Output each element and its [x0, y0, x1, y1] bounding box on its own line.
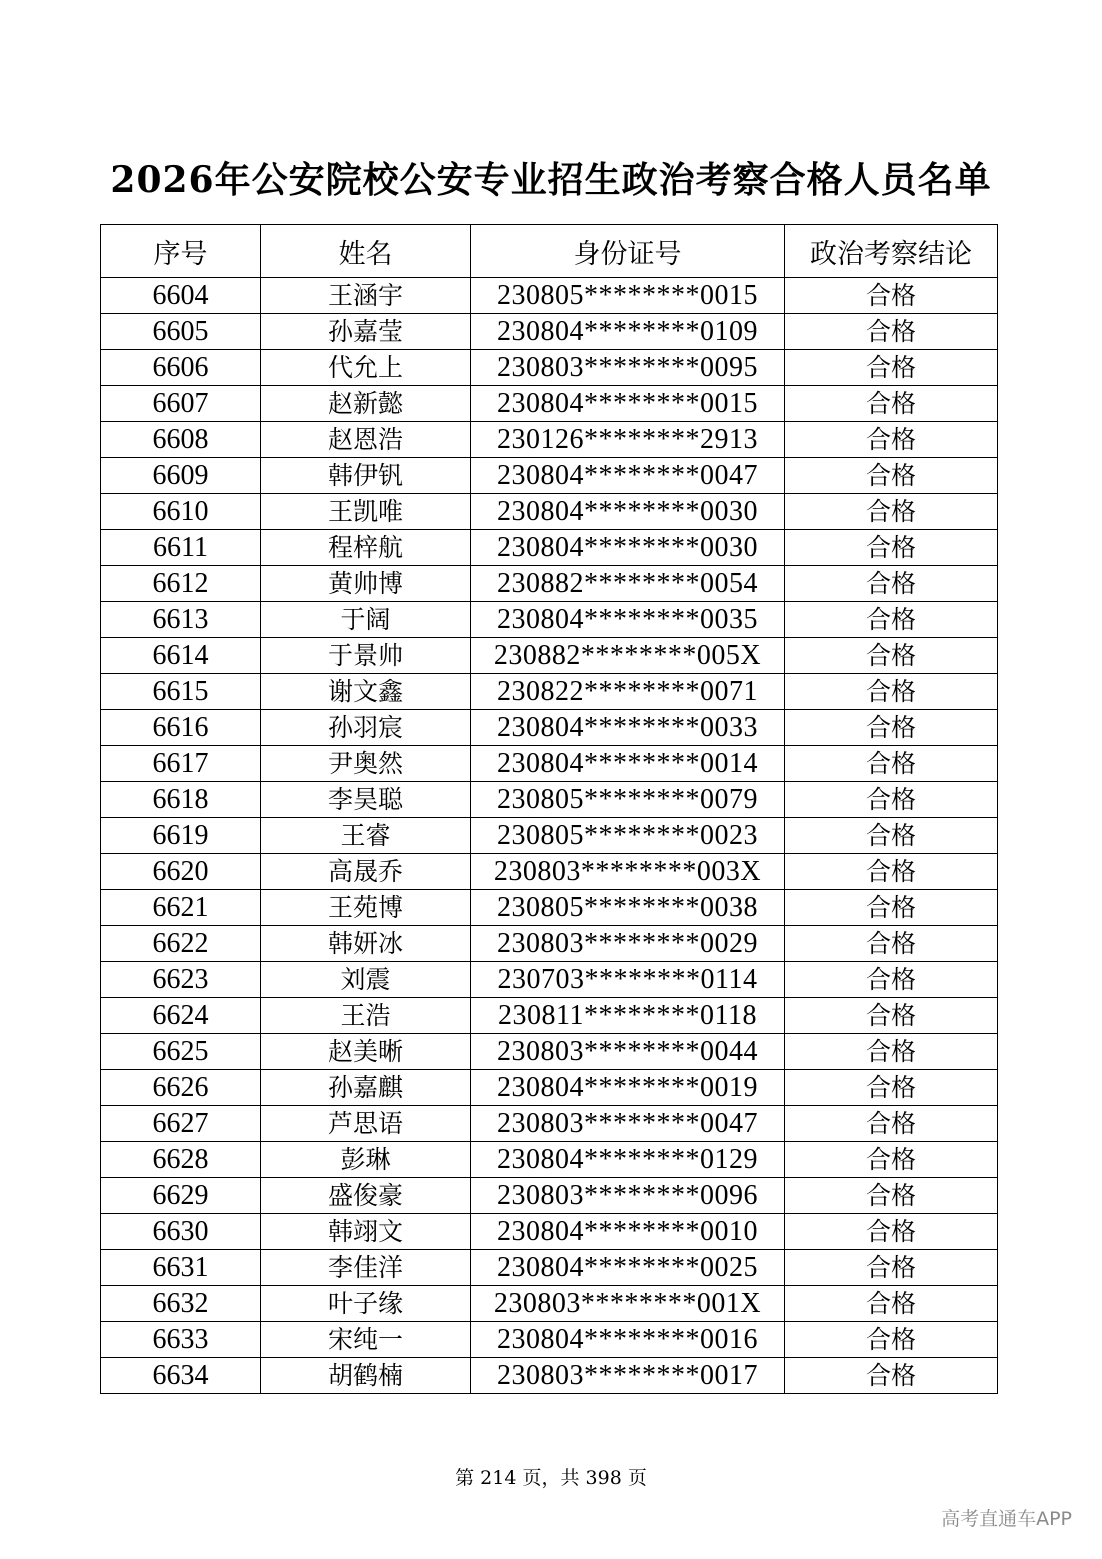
id-cell: 230822********0071	[471, 674, 785, 710]
id-cell: 230804********0047	[471, 458, 785, 494]
result-cell: 合格	[785, 530, 998, 566]
table-row	[101, 278, 998, 314]
result-cell: 合格	[785, 1142, 998, 1178]
table-row	[101, 854, 998, 890]
result-cell: 合格	[785, 1178, 998, 1214]
name-cell: 芦思语	[261, 1106, 471, 1142]
name-cell: 韩伊钒	[261, 458, 471, 494]
name-cell: 宋纯一	[261, 1322, 471, 1358]
id-cell: 230803********0095	[471, 350, 785, 386]
id-cell: 230804********0014	[471, 746, 785, 782]
id-cell: 230803********003X	[471, 854, 785, 890]
table-row	[101, 890, 998, 926]
result-cell: 合格	[785, 818, 998, 854]
result-cell: 合格	[785, 674, 998, 710]
table-row	[101, 962, 998, 998]
seq-cell: 6630	[101, 1214, 261, 1250]
id-cell: 230804********0025	[471, 1250, 785, 1286]
result-cell: 合格	[785, 782, 998, 818]
result-cell: 合格	[785, 566, 998, 602]
table-row	[101, 458, 998, 494]
result-cell: 合格	[785, 494, 998, 530]
table-row	[101, 710, 998, 746]
result-cell: 合格	[785, 602, 998, 638]
table-row	[101, 746, 998, 782]
seq-cell: 6609	[101, 458, 261, 494]
id-cell: 230804********0033	[471, 710, 785, 746]
result-cell: 合格	[785, 638, 998, 674]
seq-cell: 6620	[101, 854, 261, 890]
name-cell: 王睿	[261, 818, 471, 854]
id-cell: 230804********0109	[471, 314, 785, 350]
id-cell: 230805********0023	[471, 818, 785, 854]
result-cell: 合格	[785, 926, 998, 962]
table-row	[101, 926, 998, 962]
name-cell: 孙羽宸	[261, 710, 471, 746]
header-row	[101, 225, 998, 278]
result-cell: 合格	[785, 746, 998, 782]
seq-cell: 6613	[101, 602, 261, 638]
name-cell: 高晟乔	[261, 854, 471, 890]
seq-cell: 6623	[101, 962, 261, 998]
name-cell: 王浩	[261, 998, 471, 1034]
id-cell: 230804********0035	[471, 602, 785, 638]
name-cell: 叶子缘	[261, 1286, 471, 1322]
result-cell: 合格	[785, 1286, 998, 1322]
id-cell: 230803********0096	[471, 1178, 785, 1214]
id-cell: 230804********0016	[471, 1322, 785, 1358]
result-cell: 合格	[785, 314, 998, 350]
name-cell: 程梓航	[261, 530, 471, 566]
result-cell: 合格	[785, 1358, 998, 1394]
id-cell: 230811********0118	[471, 998, 785, 1034]
table-row	[101, 1286, 998, 1322]
name-cell: 黄帅博	[261, 566, 471, 602]
table-row	[101, 422, 998, 458]
result-cell: 合格	[785, 386, 998, 422]
id-cell: 230882********005X	[471, 638, 785, 674]
id-cell: 230804********0030	[471, 494, 785, 530]
seq-cell: 6619	[101, 818, 261, 854]
table-row	[101, 1106, 998, 1142]
table-row	[101, 818, 998, 854]
name-cell: 王涵宇	[261, 278, 471, 314]
id-cell: 230805********0015	[471, 278, 785, 314]
name-cell: 谢文鑫	[261, 674, 471, 710]
seq-cell: 6632	[101, 1286, 261, 1322]
result-cell: 合格	[785, 1070, 998, 1106]
name-cell: 孙嘉麒	[261, 1070, 471, 1106]
seq-cell: 6616	[101, 710, 261, 746]
table-row	[101, 566, 998, 602]
header-seq: 序号	[101, 225, 261, 278]
table-row	[101, 494, 998, 530]
id-cell: 230803********001X	[471, 1286, 785, 1322]
header-name: 姓名	[261, 225, 471, 278]
seq-cell: 6617	[101, 746, 261, 782]
seq-cell: 6633	[101, 1322, 261, 1358]
result-cell: 合格	[785, 1322, 998, 1358]
result-cell: 合格	[785, 350, 998, 386]
name-cell: 刘震	[261, 962, 471, 998]
id-cell: 230805********0079	[471, 782, 785, 818]
id-cell: 230703********0114	[471, 962, 785, 998]
name-cell: 孙嘉莹	[261, 314, 471, 350]
seq-cell: 6629	[101, 1178, 261, 1214]
header-conclusion: 政治考察结论	[785, 225, 998, 278]
name-cell: 于阔	[261, 602, 471, 638]
table-row	[101, 1178, 998, 1214]
id-cell: 230805********0038	[471, 890, 785, 926]
id-cell: 230803********0017	[471, 1358, 785, 1394]
seq-cell: 6605	[101, 314, 261, 350]
result-cell: 合格	[785, 962, 998, 998]
result-cell: 合格	[785, 1214, 998, 1250]
seq-cell: 6628	[101, 1142, 261, 1178]
id-cell: 230804********0010	[471, 1214, 785, 1250]
table-row	[101, 1214, 998, 1250]
table-row	[101, 998, 998, 1034]
name-cell: 李佳洋	[261, 1250, 471, 1286]
name-cell: 王苑博	[261, 890, 471, 926]
table-row	[101, 1034, 998, 1070]
seq-cell: 6622	[101, 926, 261, 962]
name-cell: 赵新懿	[261, 386, 471, 422]
id-cell: 230803********0044	[471, 1034, 785, 1070]
name-cell: 赵美晰	[261, 1034, 471, 1070]
name-cell: 王凯唯	[261, 494, 471, 530]
table-row	[101, 1250, 998, 1286]
roster-table	[100, 224, 998, 1394]
seq-cell: 6627	[101, 1106, 261, 1142]
result-cell: 合格	[785, 1106, 998, 1142]
id-cell: 230803********0029	[471, 926, 785, 962]
name-cell: 于景帅	[261, 638, 471, 674]
name-cell: 尹奥然	[261, 746, 471, 782]
seq-cell: 6612	[101, 566, 261, 602]
result-cell: 合格	[785, 998, 998, 1034]
seq-cell: 6618	[101, 782, 261, 818]
table-header	[101, 225, 998, 278]
table-row	[101, 674, 998, 710]
id-cell: 230882********0054	[471, 566, 785, 602]
seq-cell: 6614	[101, 638, 261, 674]
seq-cell: 6624	[101, 998, 261, 1034]
seq-cell: 6604	[101, 278, 261, 314]
table-row	[101, 1358, 998, 1394]
seq-cell: 6631	[101, 1250, 261, 1286]
table-row	[101, 782, 998, 818]
seq-cell: 6634	[101, 1358, 261, 1394]
name-cell: 韩翊文	[261, 1214, 471, 1250]
id-cell: 230804********0019	[471, 1070, 785, 1106]
seq-cell: 6625	[101, 1034, 261, 1070]
name-cell: 彭琳	[261, 1142, 471, 1178]
result-cell: 合格	[785, 1034, 998, 1070]
name-cell: 韩妍冰	[261, 926, 471, 962]
result-cell: 合格	[785, 1250, 998, 1286]
id-cell: 230804********0030	[471, 530, 785, 566]
app-watermark: 高考直通车APP	[941, 1508, 1072, 1530]
table-row	[101, 386, 998, 422]
seq-cell: 6607	[101, 386, 261, 422]
seq-cell: 6610	[101, 494, 261, 530]
seq-cell: 6621	[101, 890, 261, 926]
name-cell: 李昊聪	[261, 782, 471, 818]
result-cell: 合格	[785, 278, 998, 314]
result-cell: 合格	[785, 422, 998, 458]
name-cell: 赵恩浩	[261, 422, 471, 458]
page-number-footer: 第 214 页，共 398 页	[455, 1467, 647, 1489]
table-row	[101, 350, 998, 386]
table-row	[101, 638, 998, 674]
name-cell: 代允上	[261, 350, 471, 386]
table-row	[101, 1070, 998, 1106]
table-row	[101, 530, 998, 566]
result-cell: 合格	[785, 890, 998, 926]
seq-cell: 6611	[101, 530, 261, 566]
seq-cell: 6626	[101, 1070, 261, 1106]
result-cell: 合格	[785, 458, 998, 494]
result-cell: 合格	[785, 710, 998, 746]
id-cell: 230804********0015	[471, 386, 785, 422]
id-cell: 230126********2913	[471, 422, 785, 458]
table-row	[101, 602, 998, 638]
header-id-number: 身份证号	[471, 225, 785, 278]
seq-cell: 6608	[101, 422, 261, 458]
result-cell: 合格	[785, 854, 998, 890]
page-title: 2026年公安院校公安专业招生政治考察合格人员名单	[110, 159, 992, 201]
id-cell: 230803********0047	[471, 1106, 785, 1142]
seq-cell: 6606	[101, 350, 261, 386]
name-cell: 盛俊豪	[261, 1178, 471, 1214]
table-body	[101, 278, 998, 1394]
table-row	[101, 1322, 998, 1358]
name-cell: 胡鹤楠	[261, 1358, 471, 1394]
table-row	[101, 1142, 998, 1178]
seq-cell: 6615	[101, 674, 261, 710]
id-cell: 230804********0129	[471, 1142, 785, 1178]
table-row	[101, 314, 998, 350]
